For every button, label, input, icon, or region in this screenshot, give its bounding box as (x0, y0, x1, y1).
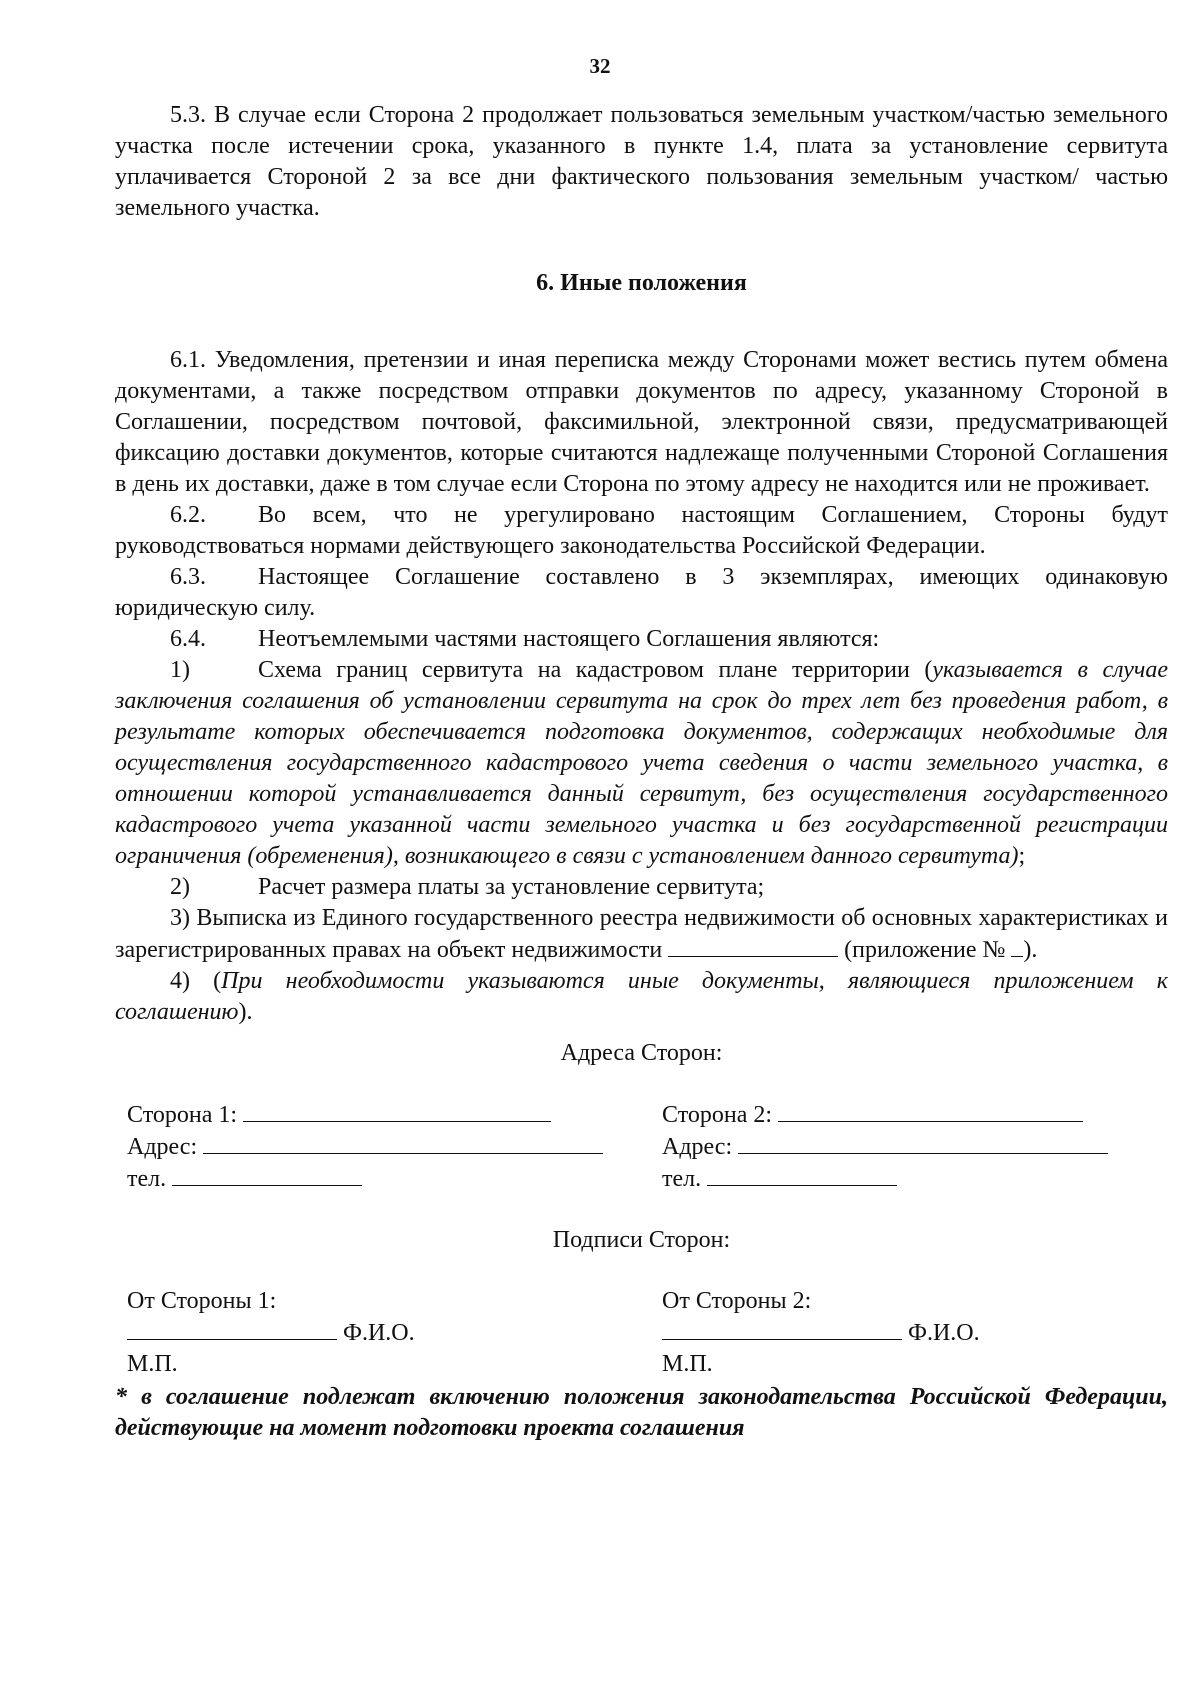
spacer (115, 1256, 1168, 1286)
party-2-phone-label: тел. (662, 1166, 702, 1192)
party-1-address-row (127, 1131, 662, 1163)
list-item-1-number: 1) (170, 657, 190, 683)
party-2-signature (662, 1286, 1162, 1380)
party-2-name-row (662, 1099, 1162, 1131)
party-1-phone-row (127, 1163, 662, 1195)
party-1-name-row (127, 1099, 662, 1131)
address-block (115, 1099, 1168, 1195)
paragraph-6-3-text: Настоящее Соглашение составлено в 3 экземплярах, имеющих одинаковую юридическую силу. (115, 564, 1168, 621)
page-number: 32 (589, 54, 611, 78)
party-1-fio: Ф.И.О. (343, 1320, 415, 1346)
paragraph-6-4-number: 6.4. (170, 626, 206, 652)
party-1-address-blank (203, 1131, 603, 1154)
list-item-1-italic: указывается в случае заключения соглашения об установлении сервитута на срок до трех лет без проведения работ, в результате которых обеспечивается подготовка документов, содержащих необходимые для осуществления государственного кадастрового учета сведения о части земельного участка, в отношении которой устанавливается данный сервитут, без осуществления государственного кадастрового учета указанной части земельного участка и без государственной регистрации ограничения (обременения), возникающего в связи с установлением данного сервитута) (115, 657, 1168, 869)
paragraph-6-2-text: Во всем, что не урегулировано настоящим Соглашением, Стороны будут руководствоваться нормами действующего законодательства Российской Федерации. (115, 502, 1168, 559)
party-2-stamp-label: М.П. (662, 1351, 713, 1377)
section-6-title: 6. Иные положения (536, 270, 747, 296)
party-2-signature-blank (662, 1317, 902, 1340)
paragraph-6-3-number: 6.3. (170, 564, 206, 590)
footnote: * в соглашение подлежат включению положения законодательства Российской Федерации, действующие на момент подготовки проекта соглашения (115, 1384, 1168, 1441)
party-1-signature-label: От Стороны 1: (127, 1288, 277, 1314)
party-1-address-label: Адрес: (127, 1134, 198, 1160)
signatures-title: Подписи Сторон: (552, 1227, 731, 1253)
list-item-1-text: Схема границ сервитута на кадастровом плане территории ( (258, 657, 933, 683)
paragraph-6-4 (115, 624, 1168, 655)
addresses-title: Адреса Сторон: (560, 1040, 723, 1066)
list-item-4-close: ). (238, 999, 253, 1025)
party-2-signature-label: От Стороны 2: (662, 1288, 812, 1314)
document-body (115, 100, 1168, 1444)
party-1-name-blank (243, 1099, 551, 1122)
paragraph-5-3: 5.3. В случае если Сторона 2 продолжает пользоваться земельным участком/частью земельного участка после истечении срока, указанного в пункте 1.4, плата за установление сервитута уплачивается Стороной 2 за все дни фактического пользования земельным участком/ частью земельного участка. (115, 102, 1168, 221)
list-item-3-tail-b: ). (1023, 937, 1038, 963)
party-1-phone-blank (172, 1163, 362, 1186)
spacer (115, 1195, 1168, 1225)
party-2-phone-blank (707, 1163, 897, 1186)
spacer (115, 1069, 1168, 1099)
list-item-3-tail-a: (приложение № (844, 937, 1006, 963)
paragraph-6-2 (115, 500, 1168, 562)
list-item-4-open: 4) ( (170, 968, 222, 994)
party-2-fio: Ф.И.О. (908, 1320, 980, 1346)
signature-block (115, 1286, 1168, 1380)
list-item-2 (115, 872, 1168, 903)
paragraph-6-1: 6.1. Уведомления, претензии и иная переписка между Сторонами может вестись путем обмена документами, а также посредством отправки документов по адресу, указанному Стороной в Соглашении, посредством почтовой, факсимильной, электронной связи, предусматривающей фиксацию доставки документов, которые считаются надлежаще полученными Стороной Соглашения в день их доставки, даже в том случае если Сторона по этому адресу не находится или не проживает. (115, 347, 1168, 497)
paragraph-6-3 (115, 562, 1168, 624)
party-2-address-row (662, 1131, 1162, 1163)
list-item-4 (115, 966, 1168, 1028)
party-2-name-blank (778, 1099, 1083, 1122)
list-item-1-end: ; (1018, 843, 1026, 869)
party-2-address-blank (738, 1131, 1108, 1154)
party-1-signature-blank (127, 1317, 337, 1340)
party-2-phone-row (662, 1163, 1162, 1195)
list-item-3 (115, 903, 1168, 966)
property-blank-line (668, 934, 838, 957)
annex-number-blank (1011, 938, 1023, 957)
party-1-stamp-label: М.П. (127, 1351, 178, 1377)
list-item-3-text: 3) Выписка из Единого государственного реестра недвижимости об основных характеристиках и зарегистрированных правах на объект недвижимости (115, 905, 1168, 963)
paragraph-6-4-text: Неотъемлемыми частями настоящего Соглашения являются: (258, 626, 880, 652)
party-1-label: Сторона 1: (127, 1102, 238, 1128)
list-item-2-text: Расчет размера платы за установление сервитута; (258, 874, 765, 900)
list-item-2-number: 2) (170, 874, 190, 900)
party-2-address (662, 1099, 1162, 1195)
party-1-phone-label: тел. (127, 1166, 167, 1192)
party-1-signature (115, 1286, 662, 1380)
list-item-1 (115, 655, 1168, 872)
party-1-signature-row (127, 1317, 662, 1349)
party-2-address-label: Адрес: (662, 1134, 733, 1160)
party-2-signature-row (662, 1317, 1162, 1349)
party-1-address (115, 1099, 662, 1195)
paragraph-6-2-number: 6.2. (170, 502, 206, 528)
list-item-4-italic: При необходимости указываются иные документы, являющиеся приложением к соглашению (115, 968, 1168, 1025)
party-2-label: Сторона 2: (662, 1102, 773, 1128)
